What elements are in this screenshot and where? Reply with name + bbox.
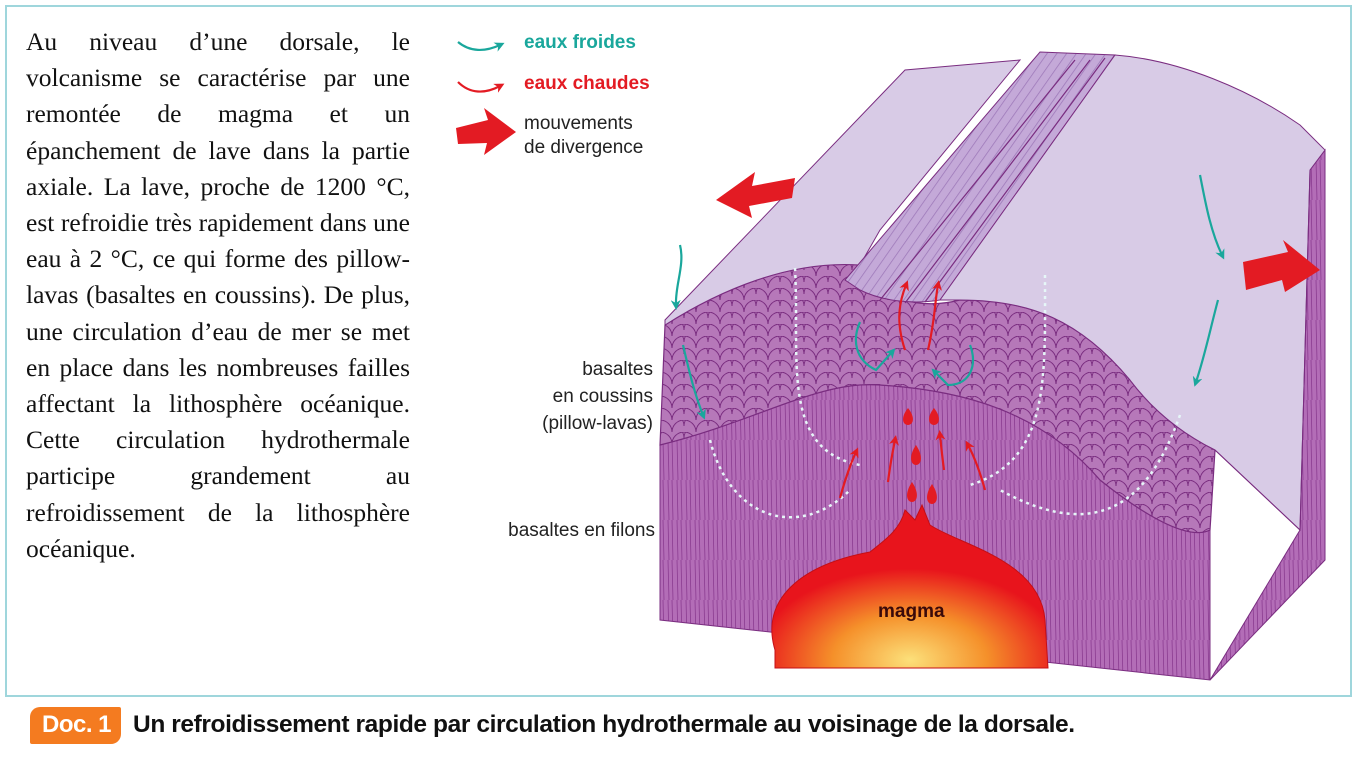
pillow-lava-label — [542, 356, 653, 437]
body-paragraph: Au niveau d’une dorsale, le volcanisme se caractérise par une remontée de magma et un épanchement de lave dans la partie axiale. La lave, proche de 1200 °C, est refroidie très rapidement dans une eau à 2 °C, ce qui forme des pillow-lavas (basaltes en coussins). De plus, une circulation d’eau de mer se met en place dans les nombreuses failles affectant la lithosphère océanique. Cette circulation hydrothermale participe grandement au refroidissement de la lithosphère océanique. — [26, 27, 410, 563]
pillow-label-line3: (pillow-lavas) — [542, 413, 653, 434]
legend-divergence — [524, 112, 643, 160]
pillow-label-line1: basaltes — [582, 359, 653, 380]
legend-cold-water: eaux froides — [524, 32, 636, 53]
pillow-label-line2: en coussins — [552, 386, 653, 407]
legend — [452, 28, 712, 168]
doc-badge: Doc. 1 — [30, 707, 121, 744]
legend-divergence-line2: de divergence — [524, 137, 644, 158]
figure-caption — [30, 700, 1075, 750]
dikes-label: basaltes en filons — [508, 520, 655, 541]
caption-text: Un refroidissement rapide par circulation hydrothermale au voisinage de la dorsale. — [133, 711, 1075, 738]
legend-hot-water: eaux chaudes — [524, 73, 650, 94]
legend-divergence-line1: mouvements — [524, 113, 633, 134]
magma-label: magma — [878, 601, 945, 622]
